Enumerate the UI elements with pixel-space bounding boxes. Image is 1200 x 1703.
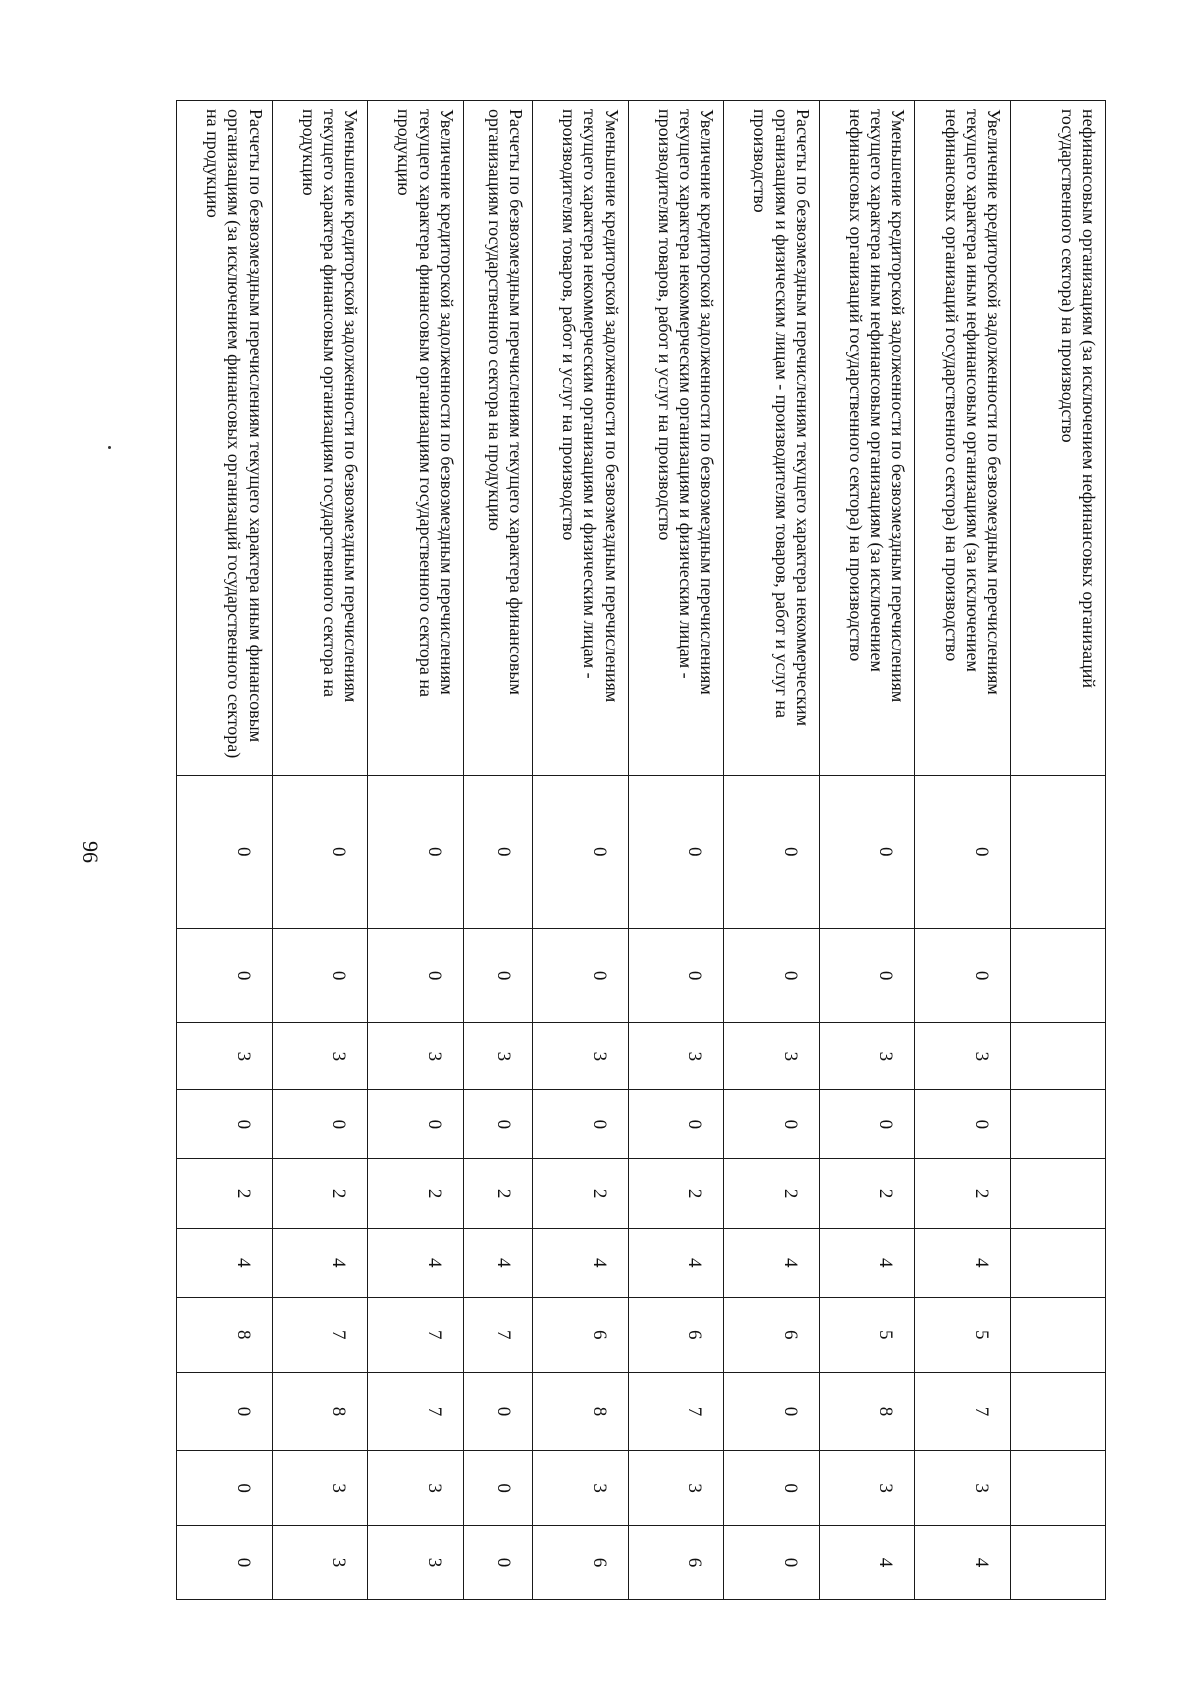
- code-cell-9: 3: [533, 1451, 629, 1526]
- code-cell-3: 3: [533, 1023, 629, 1090]
- code-cell-1: 0: [463, 775, 532, 928]
- code-cell-9: 3: [368, 1451, 464, 1526]
- code-cell-4: 0: [177, 1090, 273, 1159]
- code-cell-3: 3: [724, 1023, 820, 1090]
- table-row: [177, 101, 273, 1600]
- row-name: Расчеты по безвозмездным перечислениям текущего характера некоммерческим организациям и физическим лицам - производителям товаров, работ и услуг на производство: [724, 101, 820, 776]
- code-cell-10: [1011, 1526, 1106, 1600]
- code-cell-2: 0: [272, 928, 368, 1023]
- code-cell-9: [1011, 1451, 1106, 1526]
- code-cell-10: 3: [368, 1526, 464, 1600]
- code-cell-3: 3: [177, 1023, 273, 1090]
- code-cell-5: 2: [272, 1159, 368, 1228]
- code-cell-9: 3: [628, 1451, 724, 1526]
- code-cell-4: 0: [819, 1090, 915, 1159]
- code-cell-7: 8: [177, 1297, 273, 1372]
- row-name: Расчеты по безвозмездным перечислениям текущего характера иным финансовым организациям (за исключением финансовых организаций государственного сектора) на продукцию: [177, 101, 273, 776]
- code-cell-7: 6: [724, 1297, 820, 1372]
- table-row: [463, 101, 532, 1600]
- code-cell-10: 0: [724, 1526, 820, 1600]
- code-cell-3: [1011, 1023, 1106, 1090]
- table-row: [915, 101, 1011, 1600]
- code-cell-5: 2: [368, 1159, 464, 1228]
- code-cell-8: 7: [628, 1372, 724, 1450]
- code-cell-4: [1011, 1090, 1106, 1159]
- code-cell-3: 3: [819, 1023, 915, 1090]
- table-row: [628, 101, 724, 1600]
- code-cell-4: 0: [533, 1090, 629, 1159]
- code-cell-1: 0: [724, 775, 820, 928]
- code-cell-6: 4: [177, 1228, 273, 1297]
- code-cell-9: 0: [177, 1451, 273, 1526]
- code-cell-5: 2: [628, 1159, 724, 1228]
- code-cell-7: 7: [463, 1297, 532, 1372]
- code-cell-5: 2: [819, 1159, 915, 1228]
- row-name: Уменьшение кредиторской задолженности по безвозмездным перечислениям текущего характера финансовым организациям государственного сектора на продукцию: [272, 101, 368, 776]
- code-cell-1: 0: [819, 775, 915, 928]
- code-cell-7: [1011, 1297, 1106, 1372]
- code-cell-2: 0: [819, 928, 915, 1023]
- code-cell-1: [1011, 775, 1106, 928]
- code-cell-1: 0: [272, 775, 368, 928]
- code-cell-1: 0: [628, 775, 724, 928]
- code-cell-7: 7: [368, 1297, 464, 1372]
- row-name: Уменьшение кредиторской задолженности по безвозмездным перечислениям текущего характера иным нефинансовым организациям (за исключением нефинансовых организаций государственного сектора) на производство: [819, 101, 915, 776]
- row-name: Увеличение кредиторской задолженности по безвозмездным перечислениям текущего характера некоммерческим организациям и физическим лицам - производителям товаров, работ и услуг на производство: [628, 101, 724, 776]
- code-cell-6: 4: [628, 1228, 724, 1297]
- code-cell-4: 0: [724, 1090, 820, 1159]
- code-cell-2: 0: [463, 928, 532, 1023]
- page-number: 96: [78, 841, 103, 863]
- row-name: Уменьшение кредиторской задолженности по безвозмездным перечислениям текущего характера некоммерческим организациям и физическим лицам - производителям товаров, работ и услуг на производство: [533, 101, 629, 776]
- code-cell-6: 4: [272, 1228, 368, 1297]
- accounts-table: [176, 100, 1106, 1600]
- code-cell-6: 4: [463, 1228, 532, 1297]
- table-body: [177, 101, 1106, 1600]
- code-cell-4: 0: [628, 1090, 724, 1159]
- code-cell-8: 7: [915, 1372, 1011, 1450]
- code-cell-6: 4: [533, 1228, 629, 1297]
- scan-dot: [108, 446, 111, 449]
- code-cell-4: 0: [272, 1090, 368, 1159]
- code-cell-10: 3: [272, 1526, 368, 1600]
- code-cell-10: 6: [628, 1526, 724, 1600]
- code-cell-8: 0: [177, 1372, 273, 1450]
- code-cell-5: 2: [915, 1159, 1011, 1228]
- code-cell-10: 0: [463, 1526, 532, 1600]
- code-cell-3: 3: [463, 1023, 532, 1090]
- code-cell-7: 5: [819, 1297, 915, 1372]
- code-cell-10: 6: [533, 1526, 629, 1600]
- code-cell-9: 3: [915, 1451, 1011, 1526]
- code-cell-2: 0: [915, 928, 1011, 1023]
- code-cell-2: 0: [628, 928, 724, 1023]
- code-cell-2: 0: [533, 928, 629, 1023]
- code-cell-6: 4: [819, 1228, 915, 1297]
- code-cell-2: [1011, 928, 1106, 1023]
- code-cell-6: [1011, 1228, 1106, 1297]
- code-cell-6: 4: [915, 1228, 1011, 1297]
- code-cell-3: 3: [272, 1023, 368, 1090]
- code-cell-8: 0: [724, 1372, 820, 1450]
- code-cell-2: 0: [724, 928, 820, 1023]
- code-cell-1: 0: [177, 775, 273, 928]
- code-cell-2: 0: [368, 928, 464, 1023]
- code-cell-5: 2: [177, 1159, 273, 1228]
- code-cell-6: 4: [368, 1228, 464, 1297]
- row-name: нефинансовым организациям (за исключением нефинансовых организаций государственного сектора) на производство: [1011, 101, 1106, 776]
- code-cell-3: 3: [368, 1023, 464, 1090]
- code-cell-9: 0: [463, 1451, 532, 1526]
- row-name: Увеличение кредиторской задолженности по безвозмездным перечислениям текущего характера финансовым организациям государственного сектора на продукцию: [368, 101, 464, 776]
- table-row: [368, 101, 464, 1600]
- table-row: [272, 101, 368, 1600]
- table-row: [533, 101, 629, 1600]
- code-cell-7: 6: [533, 1297, 629, 1372]
- table-row: [819, 101, 915, 1600]
- code-cell-10: 0: [177, 1526, 273, 1600]
- table-row: [724, 101, 820, 1600]
- code-cell-4: 0: [463, 1090, 532, 1159]
- code-cell-8: 8: [272, 1372, 368, 1450]
- code-cell-10: 4: [915, 1526, 1011, 1600]
- code-cell-1: 0: [368, 775, 464, 928]
- code-cell-6: 4: [724, 1228, 820, 1297]
- row-name: Расчеты по безвозмездным перечислениям текущего характера финансовым организациям государственного сектора на продукцию: [463, 101, 532, 776]
- table-row: [1011, 101, 1106, 1600]
- code-cell-1: 0: [533, 775, 629, 928]
- row-name: Увеличение кредиторской задолженности по безвозмездным перечислениям текущего характера иным нефинансовым организациям (за исключением нефинансовых организаций государственного сектора) на производство: [915, 101, 1011, 776]
- code-cell-4: 0: [368, 1090, 464, 1159]
- rotated-table-container: [176, 100, 1106, 1600]
- code-cell-9: 0: [724, 1451, 820, 1526]
- code-cell-8: 8: [533, 1372, 629, 1450]
- code-cell-9: 3: [272, 1451, 368, 1526]
- code-cell-10: 4: [819, 1526, 915, 1600]
- code-cell-5: 2: [533, 1159, 629, 1228]
- code-cell-8: 0: [463, 1372, 532, 1450]
- code-cell-7: 6: [628, 1297, 724, 1372]
- code-cell-9: 3: [819, 1451, 915, 1526]
- code-cell-5: 2: [724, 1159, 820, 1228]
- code-cell-3: 3: [628, 1023, 724, 1090]
- code-cell-7: 7: [272, 1297, 368, 1372]
- code-cell-8: [1011, 1372, 1106, 1450]
- code-cell-5: 2: [463, 1159, 532, 1228]
- code-cell-3: 3: [915, 1023, 1011, 1090]
- code-cell-8: 8: [819, 1372, 915, 1450]
- code-cell-8: 7: [368, 1372, 464, 1450]
- code-cell-4: 0: [915, 1090, 1011, 1159]
- code-cell-7: 5: [915, 1297, 1011, 1372]
- code-cell-1: 0: [915, 775, 1011, 928]
- code-cell-5: [1011, 1159, 1106, 1228]
- code-cell-2: 0: [177, 928, 273, 1023]
